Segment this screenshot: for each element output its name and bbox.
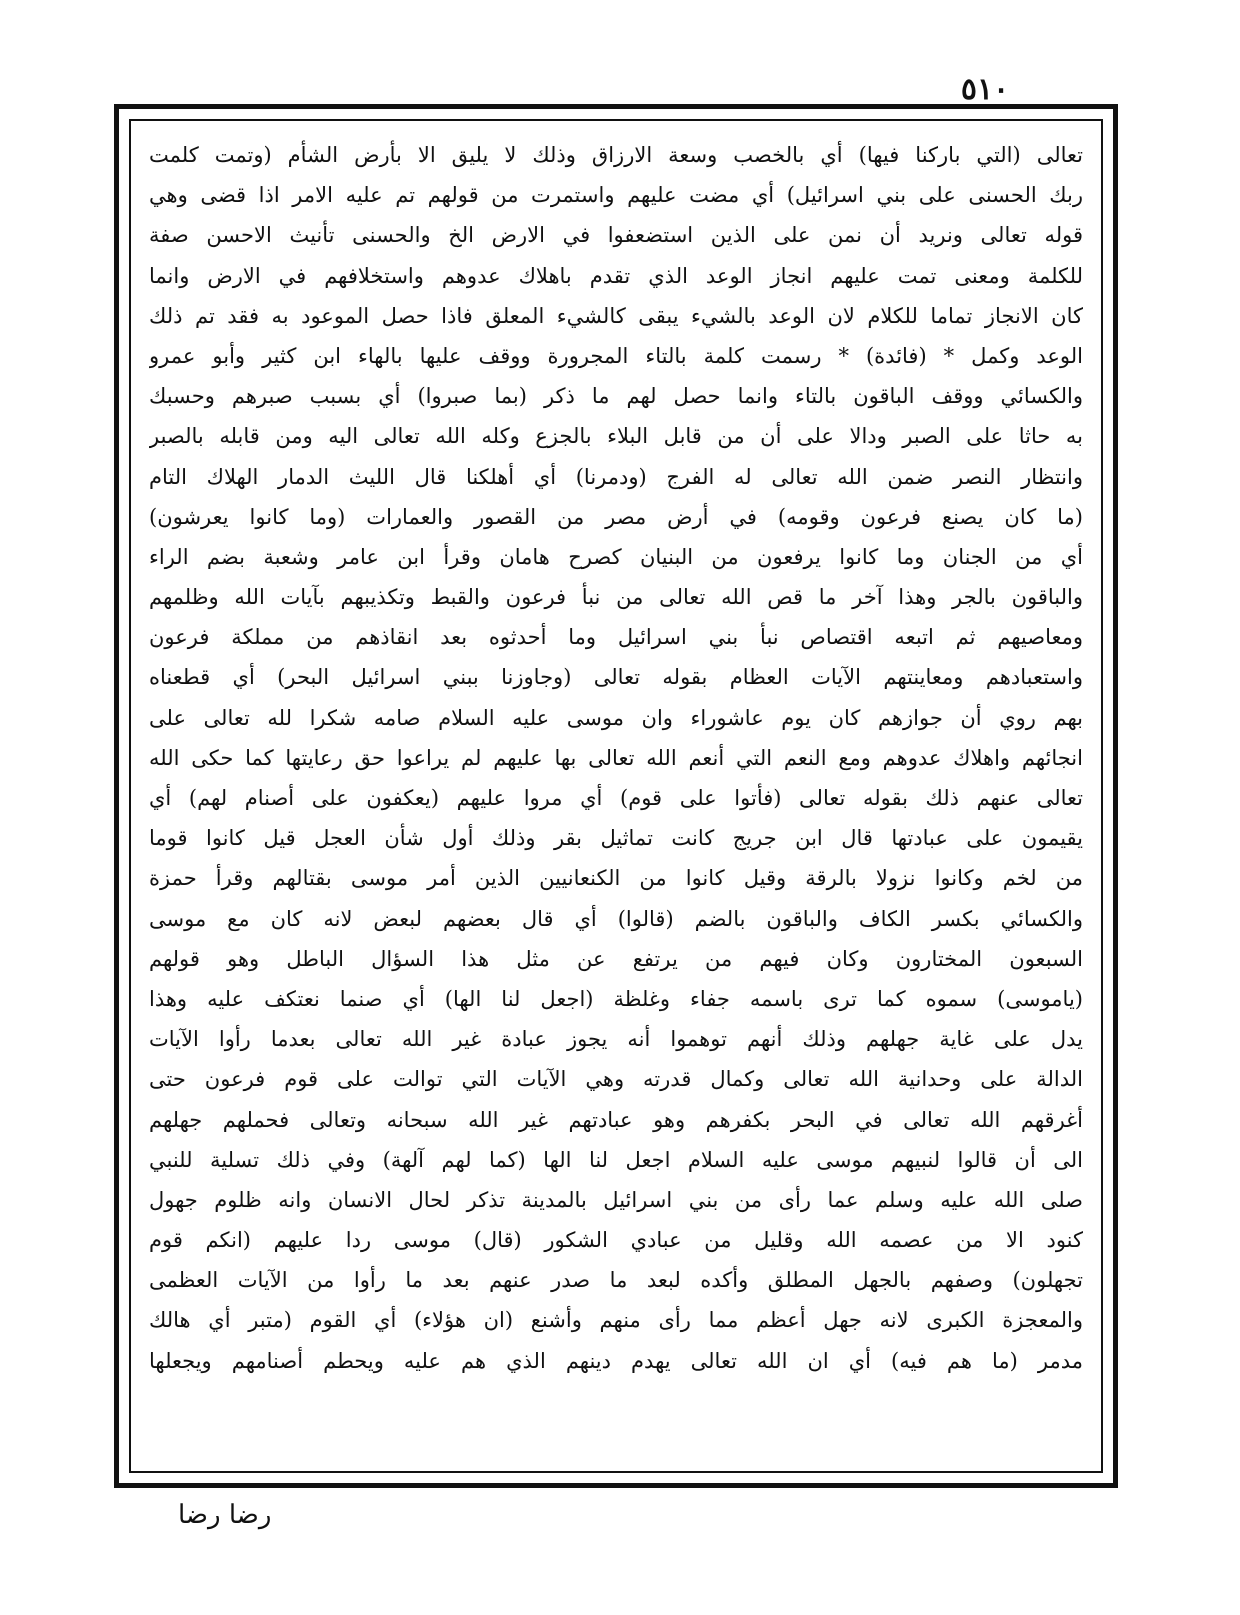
text-line: أي من الجنان وما كانوا يرفعون من البنيان كصرح هامان وقرأ ابن عامر وشعبة بضم الراء	[149, 544, 1083, 569]
text-line: تجهلون) وصفهم بالجهل المطلق وأكده لبعد ما صدر عنهم بعد ما رأوا من الآيات العظمى	[149, 1268, 1083, 1293]
text-line: يقيمون على عبادتها قال ابن جريج كانت تماثيل بقر وذلك أول شأن العجل قيل كانوا قوما	[149, 826, 1083, 851]
text-line: ربك الحسنى على بني اسرائيل) أي مضت عليهم واستمرت من قولهم تم عليه الامر اذا قضى وهي	[149, 183, 1083, 208]
text-line: من لخم وكانوا نزولا بالرقة وقيل كانوا من الكنعانيين الذين أمر موسى بقتالهم وقرأ حمزة	[149, 866, 1083, 891]
text-line: به حاثا على الصبر ودالا على أن من قابل البلاء بالجزع وكله الله تعالى اليه ومن قابله بالصبر	[149, 424, 1083, 449]
text-line: أغرقهم الله تعالى في البحر بكفرهم وهو عبادتهم غير الله سبحانه وتعالى فحملهم جهلهم	[149, 1107, 1083, 1132]
arabic-text-block	[149, 135, 1083, 1457]
text-line: الوعد وكمل * (فائدة) * رسمت كلمة بالتاء المجرورة ووقف عليها بالهاء ابن كثير وأبو عمرو	[149, 343, 1083, 368]
inner-border	[129, 119, 1103, 1473]
text-line: الى أن قالوا لنبيهم موسى عليه السلام اجعل لنا الها (كما لهم آلهة) وفي ذلك تسلية للنبي	[149, 1147, 1083, 1172]
text-line: ومعاصيهم ثم اتبعه اقتصاص نبأ بني اسرائيل وما أحدثوه بعد انقاذهم من مملكة فرعون	[149, 625, 1083, 650]
text-line: (ما كان يصنع فرعون وقومه) في أرض مصر من القصور والعمارات (وما كانوا يعرشون)	[149, 504, 1083, 529]
text-line: مدمر (ما هم فيه) أي ان الله تعالى يهدم دينهم الذي هم عليه ويحطم أصنامهم ويجعلها	[149, 1348, 1083, 1373]
text-line: والكسائي بكسر الكاف والباقون بالضم (قالوا) أي قال بعضهم لبعض لانه كان مع موسى	[149, 906, 1083, 931]
text-line: بهم روي أن جوازهم كان يوم عاشوراء وان موسى عليه السلام صامه شكرا لله تعالى على	[149, 705, 1083, 730]
text-line: يدل على غاية جهلهم وذلك أنهم توهموا أنه يجوز عبادة غير الله تعالى بعدما رأوا الآيات	[149, 1027, 1083, 1052]
text-line: قوله تعالى ونريد أن نمن على الذين استضعفوا في الارض الخ والحسنى تأنيث الاحسن صفة	[149, 223, 1083, 248]
text-line: للكلمة ومعنى تمت عليهم انجاز الوعد الذي تقدم باهلاك عدوهم واستخلافهم في الارض وانما	[149, 263, 1083, 288]
text-line: كان الانجاز تماما للكلام لان الوعد بالشيء يبقى كالشيء المعلق فاذا حصل الموعود به فقد تم ذلك	[149, 303, 1083, 328]
text-line: والباقون بالجر وهذا آخر ما قص الله تعالى من نبأ فرعون والقبط وتكذيبهم بآيات الله وظلمهم	[149, 585, 1083, 610]
text-line: السبعون المختارون وكان فيهم من يرتفع عن مثل هذا السؤال الباطل وهو قولهم	[149, 946, 1083, 971]
text-line: والمعجزة الكبرى لانه جهل أعظم مما رأى منهم وأشنع (ان هؤلاء) أي القوم (متبر أي هالك	[149, 1308, 1083, 1333]
text-line: كنود الا من عصمه الله وقليل من عبادي الشكور (قال) موسى ردا عليهم (انكم قوم	[149, 1228, 1083, 1253]
text-line: واستعبادهم ومعاينتهم الآيات العظام بقوله تعالى (وجاوزنا ببني اسرائيل البحر) أي قطعناه	[149, 665, 1083, 690]
text-line: تعالى (التي باركنا فيها) أي بالخصب وسعة الارزاق وذلك لا يليق الا بأرض الشأم (وتمت كلمت	[149, 143, 1083, 167]
text-line: صلى الله عليه وسلم عما رأى من بني اسرائيل بالمدينة تذكر لحال الانسان وانه ظلوم جهول	[149, 1187, 1083, 1212]
text-line: والكسائي ووقف الباقون بالتاء وانما حصل لهم ما ذكر (بما صبروا) أي بسبب صبرهم وحسبك	[149, 384, 1083, 409]
page-border-frame	[114, 104, 1118, 1488]
text-line: (ياموسى) سموه كما ترى باسمه جفاء وغلظة (اجعل لنا الها) أي صنما نعتكف عليه وهذا	[149, 986, 1083, 1011]
text-line: وانتظار النصر ضمن الله تعالى له الفرج (ودمرنا) أي أهلكنا قال الليث الدمار الهلاك التام	[149, 464, 1083, 489]
footer-word: رضا رضا	[178, 1500, 272, 1530]
text-line: تعالى عنهم ذلك بقوله تعالى (فأتوا على قوم) أي مروا عليهم (يعكفون على أصنام لهم) أي	[149, 786, 1083, 810]
page-number: ٥١٠	[960, 72, 1010, 107]
text-line: انجائهم واهلاك عدوهم ومع النعم التي أنعم الله تعالى بها عليهم لم يراعوا حق رعايتها كما حكى الله	[149, 745, 1083, 770]
text-line: الدالة على وحدانية الله تعالى وكمال قدرته وهي الآيات التي توالت على قوم فرعون حتى	[149, 1067, 1083, 1092]
